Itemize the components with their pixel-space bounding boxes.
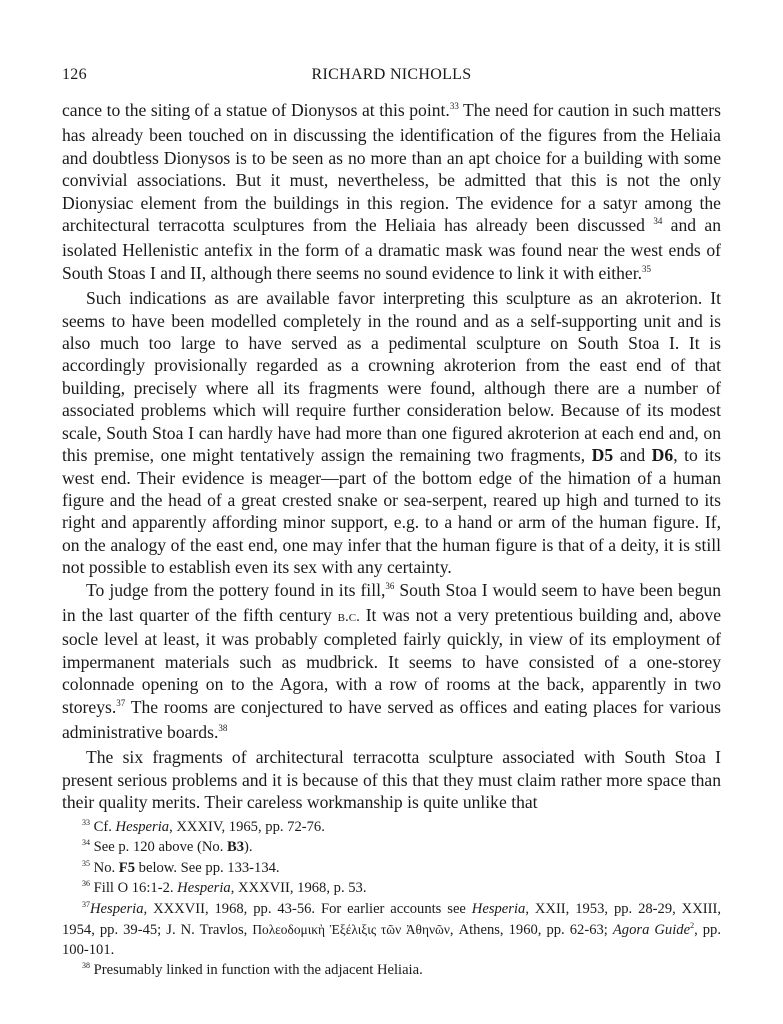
text: , XXXVII, 1968, p. 53. — [230, 880, 367, 897]
era-abbrev: b.c. — [337, 608, 360, 625]
text: , XXII, 1953, pp. 28-29, XXIII, 1954, pp. 39-45; J. N. Travlos, — [62, 900, 721, 939]
footnote-number: 37 — [82, 899, 90, 909]
catalog-ref-d5: D5 — [591, 445, 614, 466]
text: , to its west end. Their evidence is meager—part of the bottom edge of the himation of a human figure and the head of a great crested snake or sea-serpent, reared up high and turned to its right and apparently affording minor support, e.g. to a hand or arm of the human figure. If, on the analogy of the east end, one may infer that the human figure is that of a deity, it is still not possible to establish even its sex with any certainty. — [62, 445, 721, 578]
page-header — [62, 66, 721, 88]
footnote-34 — [62, 838, 721, 858]
paragraph-4 — [62, 746, 721, 813]
journal-title: Hesperia — [115, 819, 170, 835]
footnote-ref-38[interactable]: 38 — [218, 722, 228, 733]
text: and — [613, 445, 652, 466]
page-number: 126 — [62, 66, 87, 83]
edition-number: 2 — [690, 921, 695, 931]
footnote-ref-34[interactable]: 34 — [653, 216, 663, 227]
text: and an isolated Hellenistic antefix in the form of a dramatic mask was found near the west ends of South Stoas I and II, although there seems no sound evidence to link it with either. — [62, 215, 721, 283]
footnote-number: 38 — [82, 960, 90, 970]
footnote-ref-36[interactable]: 36 — [385, 580, 395, 591]
journal-title: Hesperia — [471, 900, 526, 917]
text: , Athens, 1960, pp. 62-63; — [449, 922, 613, 939]
text: , XXXIV, 1965, pp. 72-76. — [169, 819, 325, 835]
footnote-number: 33 — [82, 818, 90, 827]
journal-title: Hesperia — [177, 880, 231, 897]
footnote-number: 35 — [82, 858, 90, 868]
catalog-ref-d6: D6 — [651, 445, 674, 466]
text: ). — [244, 839, 253, 856]
footnote-number: 34 — [82, 838, 90, 848]
text: , pp. 100-101. — [62, 922, 721, 959]
footnote-ref-37[interactable]: 37 — [116, 697, 126, 708]
text: The rooms are conjectured to have served as offices and eating places for various administrative boards. — [62, 696, 721, 742]
text: South Stoa I would seem to have been begun in the last quarter of the fifth century — [62, 579, 721, 625]
text: Presumably linked in function with the adjacent Heliaia. — [90, 961, 423, 978]
footnote-33 — [62, 818, 721, 838]
journal-title: Hesperia — [90, 900, 144, 917]
text: It was not a very pretentious building and, above socle level at least, it was probably completed fairly quickly, in view of its employment of impermanent materials such as mudbrick. It seems to have consisted of a one-storey colonnade opening on to the Agora, with a row of rooms at the back, apparently in two storeys. — [62, 604, 722, 717]
paragraph-1 — [62, 99, 721, 287]
footnote-35 — [62, 859, 721, 879]
catalog-ref: F5 — [118, 859, 136, 876]
paragraph-2 — [62, 287, 721, 578]
text: The six fragments of architectural terracotta sculpture associated with South Stoa I present serious problems and it is because of this that they must claim rather more space than their quality merits. Their careless workmanship is quite unlike that — [62, 747, 721, 813]
footnotes — [62, 818, 721, 981]
text: See p. 120 above (No. — [90, 839, 227, 856]
text: Fill O 16:1-2. — [90, 880, 178, 897]
text: , XXXVII, 1968, pp. 43-56. For earlier accounts see — [143, 900, 472, 917]
running-head: RICHARD NICHOLLS — [311, 66, 472, 83]
footnote-ref-33[interactable]: 33 — [449, 101, 459, 111]
text: below. See pp. 133-134. — [135, 859, 280, 876]
text: cance to the siting of a statue of Dionysos at this point. — [62, 100, 450, 120]
footnote-number: 36 — [82, 879, 90, 889]
greek-title: Πολεοδομικὴ Ἐξέλιξις τῶν Ἀθηνῶν — [252, 922, 450, 938]
text: The need for caution in such matters has already been touched on in discussing the identification of the figures from the Heliaia and doubtless Dionysos is to be seen as no more than an apt choice for a building with some convivial associations. But it must, nevertheless, be admitted that this is not the only Dionysiac element from the buildings in this region. The evidence for a satyr among the architectural terracotta sculptures from the Heliaia has already been discussed — [62, 100, 722, 236]
body-text — [62, 99, 721, 814]
text: Cf. — [90, 819, 116, 835]
footnote-ref-35[interactable]: 35 — [642, 263, 652, 274]
footnote-37 — [62, 900, 721, 961]
footnote-36 — [62, 879, 721, 899]
paragraph-3 — [62, 579, 721, 747]
catalog-ref: B3 — [227, 839, 245, 856]
footnote-38 — [62, 961, 721, 981]
text: Such indications as are available favor interpreting this sculpture as an akroterion. It seems to have been modelled completely in the round and as a self-supporting unit and is also much too large to have served as a pedimental sculpture on South Stoa I. It is accordingly provisionally regarded as a crowning akroterion from the east end of that building, precisely where all its fragments were found, although there are a number of associated problems which will require further consideration below. Because of its modest scale, South Stoa I can hardly have had more than one figured akroterion at each end and, on this premise, one might tentatively assign the remaining two fragments, — [62, 288, 721, 466]
book-title: Agora Guide — [612, 922, 691, 939]
text: To judge from the pottery found in its fill, — [86, 579, 386, 600]
text: No. — [90, 859, 119, 876]
